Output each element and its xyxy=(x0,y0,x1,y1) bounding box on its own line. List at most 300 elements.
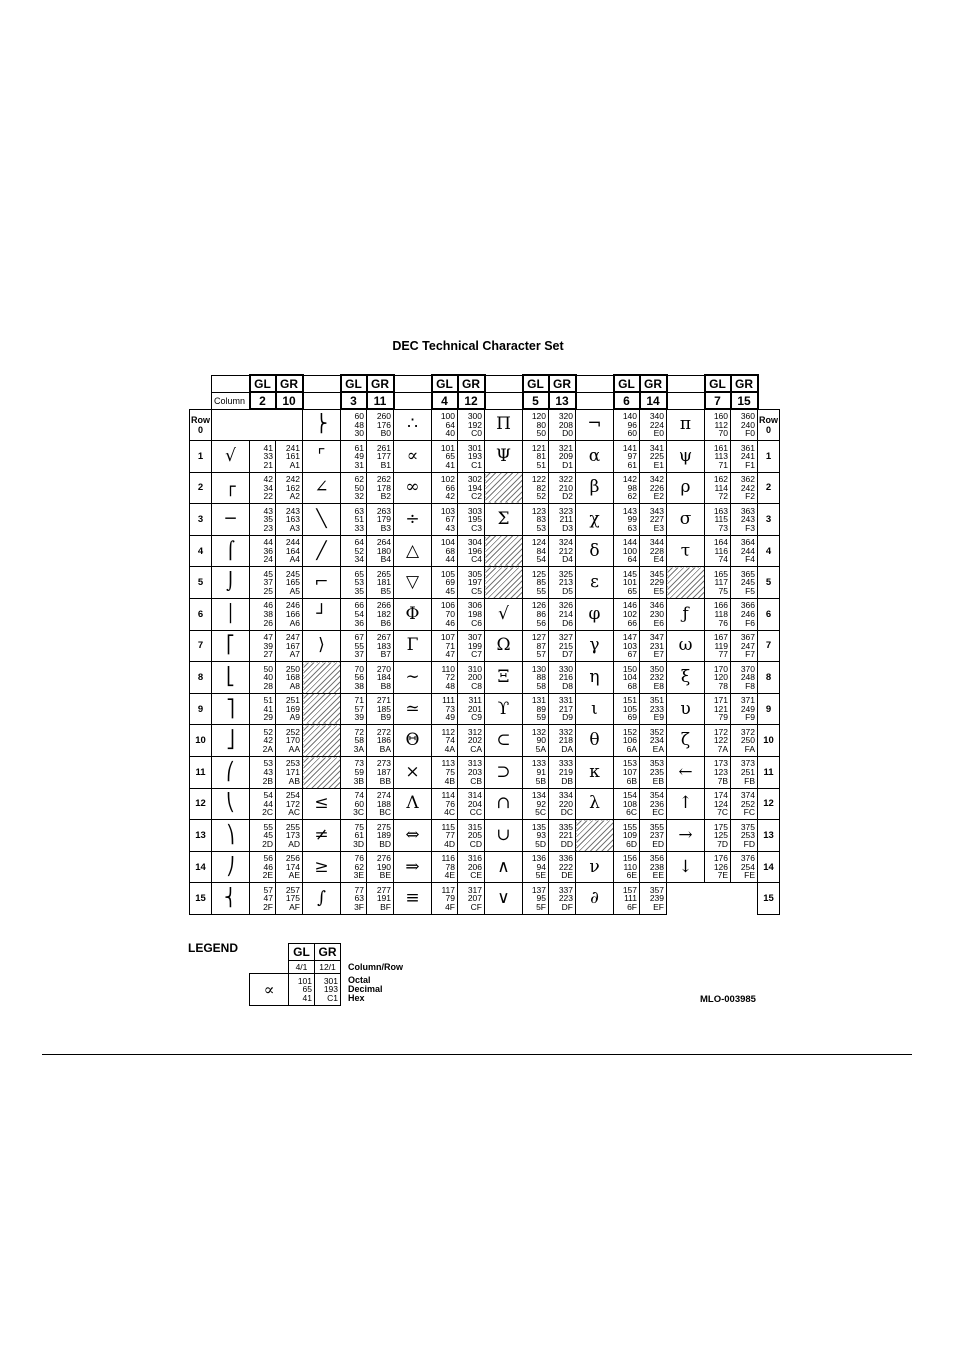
char-gl-code: 29 xyxy=(263,712,273,723)
char-gl-code: 172 xyxy=(713,726,728,737)
char-gr-codes xyxy=(640,820,667,852)
char-gr-code: ED xyxy=(652,838,664,849)
char-gl-codes xyxy=(250,883,276,915)
char-gr-code: 231 xyxy=(649,640,664,651)
char-gl-code: 171 xyxy=(713,695,728,706)
char-gl-code: 113 xyxy=(714,451,728,462)
char-glyph: ⎦ xyxy=(212,725,250,757)
header-corner-left-2 xyxy=(190,392,212,409)
char-gr-code: 185 xyxy=(376,703,391,714)
gl-header-3: GL xyxy=(523,375,549,392)
char-gl-codes xyxy=(523,504,549,536)
char-gr-code: A2 xyxy=(289,491,300,502)
char-gl-code: 93 xyxy=(536,830,546,841)
char-gr-code: 248 xyxy=(740,672,755,683)
char-gl-codes xyxy=(614,599,640,631)
char-glyph: ƒ xyxy=(667,599,705,631)
char-gr-code: CE xyxy=(470,870,482,881)
char-gr-code: 345 xyxy=(649,568,664,579)
char-gr-code: 324 xyxy=(558,537,573,548)
char-gl-code: 49 xyxy=(354,451,364,462)
char-gr-codes xyxy=(276,820,303,852)
char-glyph: ∪ xyxy=(485,820,523,852)
char-gl-code: 166 xyxy=(713,600,728,611)
char-gr-code: 347 xyxy=(649,632,664,643)
char-gl-codes xyxy=(432,757,458,789)
char-gr-codes xyxy=(276,472,303,504)
char-gr-code: 228 xyxy=(649,545,664,556)
char-gl-codes xyxy=(705,567,731,599)
char-gr-code: D0 xyxy=(562,428,573,439)
char-gl-code: 3D xyxy=(353,838,364,849)
char-gl-code: 164 xyxy=(713,537,728,548)
legend-desc-hex: Hex xyxy=(348,993,365,1003)
char-gl-code: 99 xyxy=(627,514,637,525)
char-gr-codes xyxy=(367,693,394,725)
char-gr-code: 301 xyxy=(467,442,482,453)
char-gr-code: 271 xyxy=(376,695,391,706)
char-gl-code: 52 xyxy=(536,491,546,502)
char-gl-code: 37 xyxy=(354,649,364,660)
gl-header-0: GL xyxy=(250,375,276,392)
char-gl-codes xyxy=(432,725,458,757)
char-gr-code: B0 xyxy=(380,428,391,439)
char-gr-code: 356 xyxy=(649,853,664,864)
char-glyph: ╱ xyxy=(303,535,341,567)
legend-title: LEGEND xyxy=(188,941,239,955)
char-gl-code: 5E xyxy=(535,870,546,881)
char-gl-codes xyxy=(341,630,367,662)
char-glyph: ⊃ xyxy=(485,757,523,789)
char-glyph: ⎞ xyxy=(212,820,250,852)
table-row xyxy=(190,504,780,536)
char-gl-code: 162 xyxy=(713,474,728,485)
char-gl-code: 113 xyxy=(441,758,455,769)
char-gr-codes xyxy=(731,441,758,473)
char-gr-code: 199 xyxy=(467,640,482,651)
char-gl-code: 103 xyxy=(622,640,637,651)
char-gr-code: E4 xyxy=(653,554,664,565)
char-gr-code: D2 xyxy=(562,491,573,502)
char-gl-code: 4F xyxy=(445,902,455,912)
char-gr-codes xyxy=(367,535,394,567)
char-gl-code: 55 xyxy=(354,640,364,651)
char-gl-code: 68 xyxy=(445,545,455,556)
char-gl-codes xyxy=(614,757,640,789)
char-glyph: ┘ xyxy=(303,599,341,631)
char-gr-code: 194 xyxy=(467,482,482,493)
char-gr-code: 344 xyxy=(649,537,664,548)
char-gl-code: 88 xyxy=(536,672,546,683)
char-gr-code: 171 xyxy=(285,767,300,778)
char-gl-code: 3E xyxy=(353,870,364,881)
char-gl-code: 70 xyxy=(354,663,364,674)
char-gr-codes xyxy=(640,630,667,662)
char-gr-codes xyxy=(367,441,394,473)
char-gr-code: C3 xyxy=(471,522,482,533)
char-gr-code: EE xyxy=(652,870,664,881)
char-glyph: ≤ xyxy=(303,788,341,820)
char-gl-code: 39 xyxy=(263,640,273,651)
char-gr-code: 244 xyxy=(740,545,755,556)
char-gr-code: 261 xyxy=(376,442,391,453)
char-gr-codes xyxy=(276,725,303,757)
legend-pos-gl: 4/1 xyxy=(289,961,315,974)
char-glyph: ¬ xyxy=(576,409,614,441)
char-gr-code: 333 xyxy=(558,758,573,769)
table-row xyxy=(190,441,780,473)
char-gr-codes xyxy=(458,788,485,820)
char-gr-code: B6 xyxy=(380,617,391,628)
char-gr-code: 200 xyxy=(467,672,482,683)
char-gr-code: CF xyxy=(470,902,482,912)
char-gl-code: 44 xyxy=(263,537,273,548)
char-gr-codes xyxy=(640,409,667,441)
char-gl-code: 119 xyxy=(714,640,728,651)
char-gl-code: 56 xyxy=(263,853,273,864)
column-gl-number-1: 3 xyxy=(341,392,367,409)
char-gr-codes xyxy=(549,662,576,694)
char-gr-code: 250 xyxy=(285,663,300,674)
char-gl-code: 150 xyxy=(622,663,637,674)
char-glyph: Φ xyxy=(394,599,432,631)
char-gl-codes xyxy=(432,693,458,725)
char-gl-code: 76 xyxy=(445,798,455,809)
char-gl-code: 54 xyxy=(263,790,273,801)
legend-desc-colrow: Column/Row xyxy=(348,962,403,972)
char-gl-codes xyxy=(432,883,458,915)
char-glyph: ∨ xyxy=(485,883,523,915)
char-gl-codes xyxy=(705,441,731,473)
char-gr-code: 304 xyxy=(467,537,482,548)
char-gr-code: 233 xyxy=(649,703,664,714)
char-gr-code: 211 xyxy=(559,514,573,525)
char-gr-codes xyxy=(731,883,758,915)
char-glyph: ∧ xyxy=(485,851,523,883)
char-gl-code: 63 xyxy=(354,893,364,904)
char-gl-code: 174 xyxy=(713,790,728,801)
char-gl-codes xyxy=(341,788,367,820)
char-gl-code: 4D xyxy=(444,838,455,849)
char-gl-code: 120 xyxy=(713,672,728,683)
char-gl-codes xyxy=(432,599,458,631)
char-gl-code: 6D xyxy=(626,838,637,849)
char-gr-codes xyxy=(276,599,303,631)
char-gr-code: 220 xyxy=(558,798,573,809)
char-gl-code: 24 xyxy=(263,554,273,565)
char-gl-code: 7B xyxy=(717,775,728,786)
char-gr-code: 224 xyxy=(649,419,664,430)
char-gl-codes xyxy=(523,662,549,694)
char-gr-codes xyxy=(276,504,303,536)
legend-gl-decimal: 65 xyxy=(302,984,312,995)
char-gr-code: C8 xyxy=(471,680,482,691)
char-gr-code: 276 xyxy=(376,853,391,864)
char-gl-code: 48 xyxy=(445,680,455,691)
char-gr-codes xyxy=(640,851,667,883)
char-gl-code: 7E xyxy=(717,870,728,881)
char-gr-codes xyxy=(458,757,485,789)
char-gr-code: 323 xyxy=(558,505,573,516)
char-gl-codes xyxy=(705,725,731,757)
char-gl-code: 175 xyxy=(713,821,728,832)
char-glyph: σ xyxy=(667,504,705,536)
char-gl-code: 39 xyxy=(354,712,364,723)
char-gl-code: 55 xyxy=(536,586,546,597)
char-gr-code: 334 xyxy=(558,790,573,801)
char-gl-code: 165 xyxy=(713,568,728,579)
char-gr-code: 254 xyxy=(740,861,755,872)
char-gr-code: 325 xyxy=(558,568,573,579)
char-gl-code: 43 xyxy=(263,767,273,778)
table-row xyxy=(190,725,780,757)
char-gr-code: 353 xyxy=(649,758,664,769)
char-glyph: χ xyxy=(576,504,614,536)
char-gr-code: 210 xyxy=(558,482,573,493)
char-gr-code: 370 xyxy=(740,663,755,674)
char-gr-code: F7 xyxy=(745,649,755,660)
char-gl-code: 130 xyxy=(531,663,546,674)
char-gl-code: 154 xyxy=(622,790,637,801)
char-glyph: φ xyxy=(576,599,614,631)
char-gr-code: 168 xyxy=(285,672,300,683)
char-gr-code: 314 xyxy=(467,790,482,801)
char-gl-code: 30 xyxy=(354,428,364,439)
char-gr-code: FD xyxy=(743,838,755,849)
char-gl-code: 33 xyxy=(263,451,273,462)
char-gl-codes xyxy=(341,883,367,915)
column-label-cell-3 xyxy=(485,392,523,409)
char-gr-code: 352 xyxy=(649,726,664,737)
char-gl-code: 2C xyxy=(262,807,273,818)
char-gl-code: 75 xyxy=(445,767,455,778)
char-gr-code: 182 xyxy=(376,609,391,620)
char-gr-codes xyxy=(640,788,667,820)
char-gr-code: 310 xyxy=(467,663,482,674)
char-gl-codes xyxy=(432,567,458,599)
row-number-left-5: 5 xyxy=(190,567,212,599)
char-gl-code: 49 xyxy=(445,712,455,723)
char-gl-code: 63 xyxy=(354,505,364,516)
char-glyph: ε xyxy=(576,567,614,599)
char-glyph: ∞ xyxy=(394,472,432,504)
char-gr-code: 174 xyxy=(285,861,300,872)
char-gl-code: 101 xyxy=(440,442,455,453)
char-gr-codes xyxy=(549,725,576,757)
char-gr-codes xyxy=(367,472,394,504)
char-glyph: Θ xyxy=(394,725,432,757)
char-gl-code: 4E xyxy=(444,870,455,881)
char-gr-code: 367 xyxy=(740,632,755,643)
char-gr-codes xyxy=(731,567,758,599)
char-gr-code: B3 xyxy=(380,522,391,533)
char-gl-code: 2A xyxy=(262,744,273,755)
char-gl-code: 112 xyxy=(714,419,728,430)
char-gl-code: 35 xyxy=(263,514,273,525)
row-number-left-14: 14 xyxy=(190,851,212,883)
char-gr-code: AF xyxy=(289,902,300,912)
char-gl-code: 116 xyxy=(714,545,728,556)
char-gl-code: 5B xyxy=(535,775,546,786)
row-number-right-6: 6 xyxy=(758,599,780,631)
char-gr-codes xyxy=(367,630,394,662)
char-gr-codes xyxy=(276,788,303,820)
char-gr-code: AA xyxy=(288,744,300,755)
char-gl-codes xyxy=(341,757,367,789)
legend-glyph: ∝ xyxy=(250,974,289,1006)
char-gr-codes xyxy=(367,599,394,631)
char-gl-code: 54 xyxy=(536,554,546,565)
char-gr-code: 221 xyxy=(558,830,573,841)
char-gl-code: 110 xyxy=(623,861,637,872)
char-gr-code: DE xyxy=(561,870,573,881)
char-gl-code: 71 xyxy=(445,640,455,651)
char-gr-codes xyxy=(549,883,576,915)
char-gr-code: AC xyxy=(288,807,300,818)
char-gr-codes xyxy=(731,662,758,694)
char-gr-codes xyxy=(367,567,394,599)
char-gr-code: 165 xyxy=(285,577,300,588)
char-gl-codes xyxy=(523,599,549,631)
char-gr-code: D3 xyxy=(562,522,573,533)
row-label-right-0 xyxy=(758,409,780,441)
glyph-col-header-3 xyxy=(485,375,523,392)
char-gr-code: 177 xyxy=(376,451,391,462)
char-gl-code: 122 xyxy=(531,474,546,485)
char-gl-codes xyxy=(523,883,549,915)
char-gr-code: 201 xyxy=(467,703,482,714)
char-gl-code: 6C xyxy=(626,807,637,818)
char-gl-code: 52 xyxy=(354,545,364,556)
char-gr-codes xyxy=(731,851,758,883)
char-gr-codes xyxy=(640,599,667,631)
legend-gr-decimal: 193 xyxy=(323,984,338,995)
char-gl-code: 22 xyxy=(263,491,273,502)
char-gr-code: 330 xyxy=(558,663,573,674)
char-glyph xyxy=(485,535,523,567)
char-gl-code: 73 xyxy=(354,758,364,769)
char-gr-code: 273 xyxy=(376,758,391,769)
char-gl-code: 45 xyxy=(263,830,273,841)
char-gr-codes xyxy=(640,662,667,694)
table-row xyxy=(190,472,780,504)
char-gl-codes xyxy=(250,788,276,820)
char-gl-codes xyxy=(250,757,276,789)
table-row xyxy=(190,535,780,567)
char-gl-code: 3B xyxy=(353,775,364,786)
char-gr-codes xyxy=(458,504,485,536)
char-gl-code: 2D xyxy=(262,838,273,849)
char-gl-code: 123 xyxy=(531,505,546,516)
char-glyph xyxy=(576,820,614,852)
char-glyph: ∫ xyxy=(303,883,341,915)
char-gl-codes xyxy=(705,757,731,789)
char-glyph: Ξ xyxy=(485,662,523,694)
char-gr-code: 357 xyxy=(649,884,664,895)
char-gr-code: 307 xyxy=(467,632,482,643)
char-gr-codes xyxy=(549,851,576,883)
char-glyph: ι xyxy=(576,693,614,725)
char-gr-code: 354 xyxy=(649,790,664,801)
row-label-word-right: Row xyxy=(759,414,778,425)
char-gl-code: 121 xyxy=(713,703,728,714)
char-gr-code: FE xyxy=(744,870,755,881)
char-gr-code: C1 xyxy=(471,459,482,470)
char-gr-codes xyxy=(640,472,667,504)
char-gr-code: 184 xyxy=(376,672,391,683)
char-gr-codes xyxy=(549,693,576,725)
char-gl-code: 74 xyxy=(718,554,728,565)
char-gl-code: 46 xyxy=(445,617,455,628)
char-gl-code: 126 xyxy=(531,600,546,611)
char-gl-codes xyxy=(614,725,640,757)
char-gl-code: 145 xyxy=(622,568,637,579)
char-gl-code: 42 xyxy=(445,491,455,502)
char-gl-codes xyxy=(341,820,367,852)
char-gr-code: 202 xyxy=(467,735,482,746)
row-number-left-6: 6 xyxy=(190,599,212,631)
table-row xyxy=(190,693,780,725)
char-glyph: ⊂ xyxy=(485,725,523,757)
char-glyph: ⌠ xyxy=(212,535,250,567)
char-gr-code: 170 xyxy=(285,735,300,746)
char-gl-code: 62 xyxy=(354,861,364,872)
char-gr-code: B4 xyxy=(380,554,391,565)
gl-header-1: GL xyxy=(341,375,367,392)
row-number-right-8: 8 xyxy=(758,662,780,694)
char-gl-codes xyxy=(705,851,731,883)
char-gr-code: 197 xyxy=(467,577,482,588)
char-gr-codes xyxy=(458,441,485,473)
char-gl-code: 173 xyxy=(713,758,728,769)
char-glyph: ⇒ xyxy=(394,851,432,883)
char-gr-code: 363 xyxy=(740,505,755,516)
char-gl-code: 50 xyxy=(263,663,273,674)
char-gr-code: 322 xyxy=(558,474,573,485)
char-gr-code: FC xyxy=(743,807,755,818)
row-number-left-11: 11 xyxy=(190,757,212,789)
char-glyph: ≠ xyxy=(303,820,341,852)
char-gr-code: D7 xyxy=(562,649,573,660)
char-gl-code: 31 xyxy=(354,459,364,470)
char-gl-code: 104 xyxy=(440,537,455,548)
table-row xyxy=(190,409,780,441)
char-gr-code: 178 xyxy=(376,482,391,493)
char-gr-code: 208 xyxy=(558,419,573,430)
char-gr-code: CB xyxy=(470,775,482,786)
char-gr-code: 316 xyxy=(467,853,482,864)
char-gr-code: 256 xyxy=(285,853,300,864)
char-gl-code: 157 xyxy=(622,884,637,895)
char-gr-code: 246 xyxy=(740,609,755,620)
char-glyph: θ xyxy=(576,725,614,757)
char-gr-codes xyxy=(549,409,576,441)
char-gr-codes xyxy=(640,567,667,599)
char-glyph: ⎣ xyxy=(212,662,250,694)
row-number-right-3: 3 xyxy=(758,504,780,536)
char-gl-code: 82 xyxy=(536,482,546,493)
char-gr-code: E6 xyxy=(653,617,664,628)
char-gl-code: 44 xyxy=(445,554,455,565)
char-gl-code: 53 xyxy=(263,758,273,769)
char-gr-code: EF xyxy=(653,902,664,912)
char-gl-code: 72 xyxy=(445,672,455,683)
char-gl-code: 141 xyxy=(622,442,637,453)
char-glyph: ↑ xyxy=(667,788,705,820)
char-glyph: ω xyxy=(667,630,705,662)
char-gr-codes xyxy=(640,883,667,915)
char-gl-codes xyxy=(614,883,640,915)
